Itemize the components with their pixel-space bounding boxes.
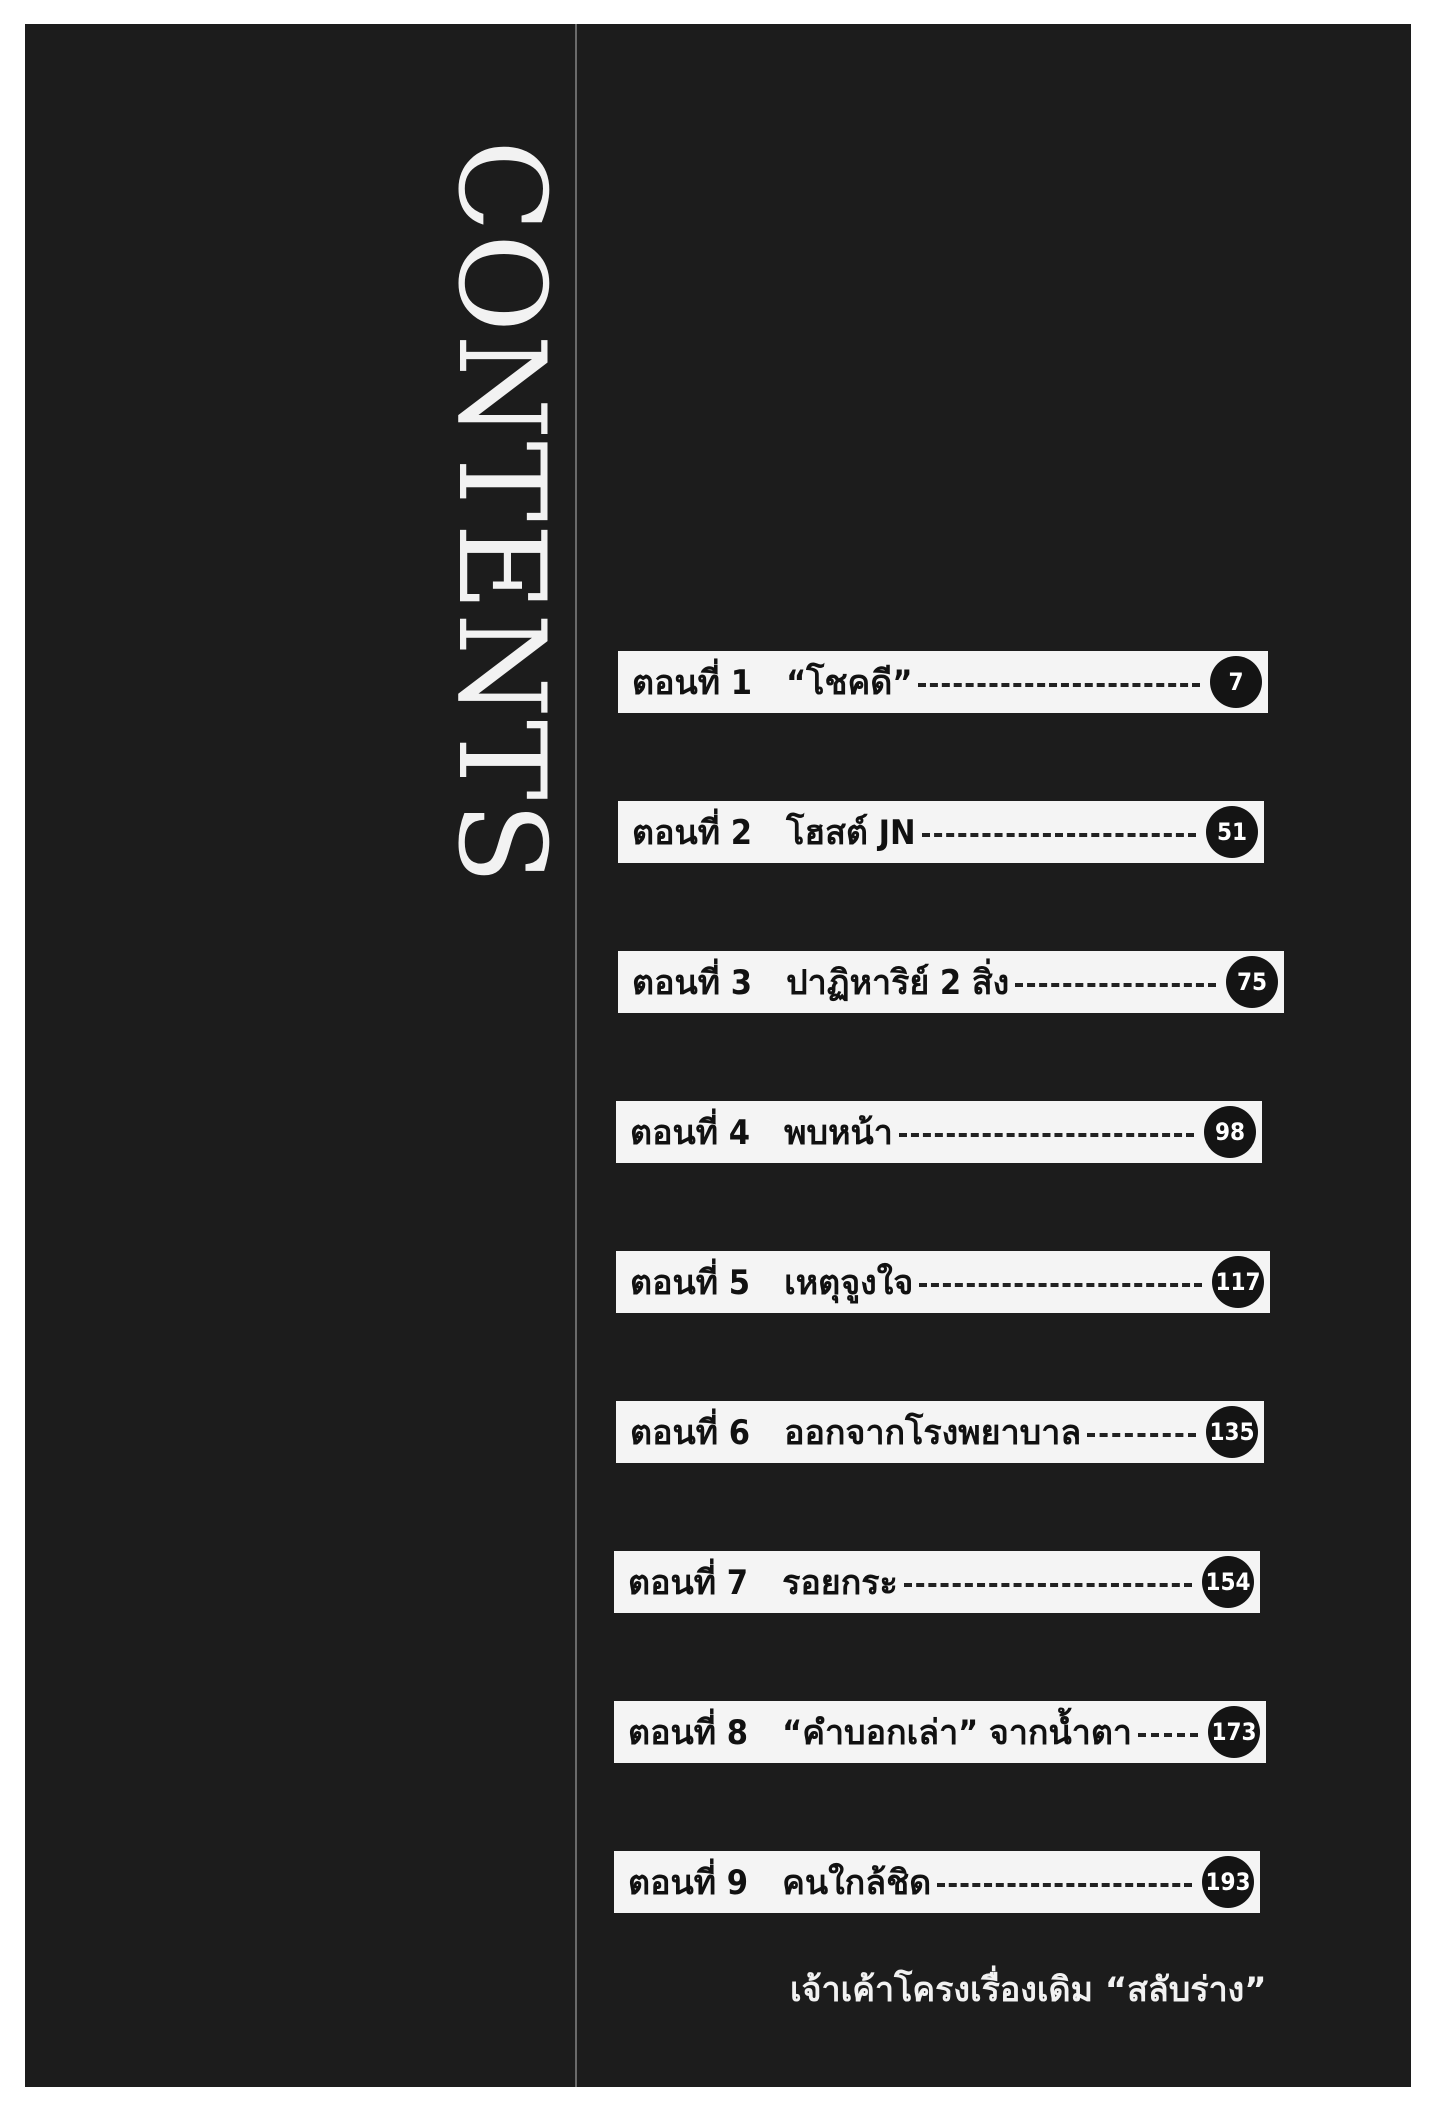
toc-entry-1: [618, 651, 1268, 713]
dot-leader: [1138, 1733, 1198, 1737]
page-number-badge: 75: [1226, 956, 1278, 1008]
toc-entry-3: [618, 951, 1284, 1013]
toc-entry-7: [614, 1551, 1260, 1613]
page-number-badge: 117: [1212, 1256, 1264, 1308]
toc-chapter-label: ตอนที่ 8: [628, 1713, 749, 1753]
credit-note: เจ้าเค้าโครงเรื่องเดิม “สลับร่าง”: [790, 1970, 1267, 2010]
page-number-badge: 135: [1206, 1406, 1258, 1458]
dot-leader: [1087, 1433, 1196, 1437]
dot-leader: [918, 683, 1200, 687]
toc-chapter-label: ตอนที่ 1: [632, 663, 753, 703]
toc-chapter-label: ตอนที่ 6: [630, 1413, 751, 1453]
toc-entry-6: [616, 1401, 1264, 1463]
dot-leader: [1015, 983, 1216, 987]
toc-chapter-name: ปาฏิหาริย์ 2 สิ่ง: [786, 963, 1010, 1003]
page-number-badge: 173: [1208, 1706, 1260, 1758]
toc-chapter-name: พบหน้า: [784, 1113, 893, 1153]
toc-entry-8: [614, 1701, 1266, 1763]
dot-leader: [899, 1133, 1194, 1137]
toc-chapter-label: ตอนที่ 3: [632, 963, 753, 1003]
toc-chapter-name: โฮสต์ JN: [786, 813, 916, 853]
toc-chapter-label: ตอนที่ 5: [630, 1263, 751, 1303]
toc-entry-5: [616, 1251, 1270, 1313]
toc-entry-2: [618, 801, 1264, 863]
toc-chapter-label: ตอนที่ 2: [632, 813, 753, 853]
page-number-badge: 98: [1204, 1106, 1256, 1158]
contents-title: CONTENTS: [431, 140, 570, 887]
page-number-badge: 154: [1202, 1556, 1254, 1608]
toc-chapter-name: คนใกล้ชิด: [782, 1863, 932, 1903]
toc-chapter-label: ตอนที่ 9: [628, 1863, 749, 1903]
page-number-badge: 7: [1210, 656, 1262, 708]
toc-chapter-label: ตอนที่ 4: [630, 1113, 751, 1153]
toc-chapter-name: ออกจากโรงพยาบาล: [784, 1413, 1082, 1453]
page-number-badge: 193: [1202, 1856, 1254, 1908]
page-number-badge: 51: [1206, 806, 1258, 858]
dot-leader: [919, 1283, 1202, 1287]
dot-leader: [937, 1883, 1192, 1887]
dot-leader: [904, 1583, 1192, 1587]
toc-chapter-name: “คำบอกเล่า” จากน้ำตา: [782, 1713, 1133, 1753]
toc-chapter-label: ตอนที่ 7: [628, 1563, 749, 1603]
toc-entry-4: [616, 1101, 1262, 1163]
toc-chapter-name: “โชคดี”: [786, 663, 913, 703]
toc-chapter-name: เหตุจูงใจ: [784, 1263, 914, 1303]
vertical-divider: [575, 24, 577, 2087]
toc-chapter-name: รอยกระ: [782, 1563, 898, 1603]
toc-entry-9: [614, 1851, 1260, 1913]
dot-leader: [922, 833, 1196, 837]
dark-background-panel: [25, 24, 1411, 2087]
